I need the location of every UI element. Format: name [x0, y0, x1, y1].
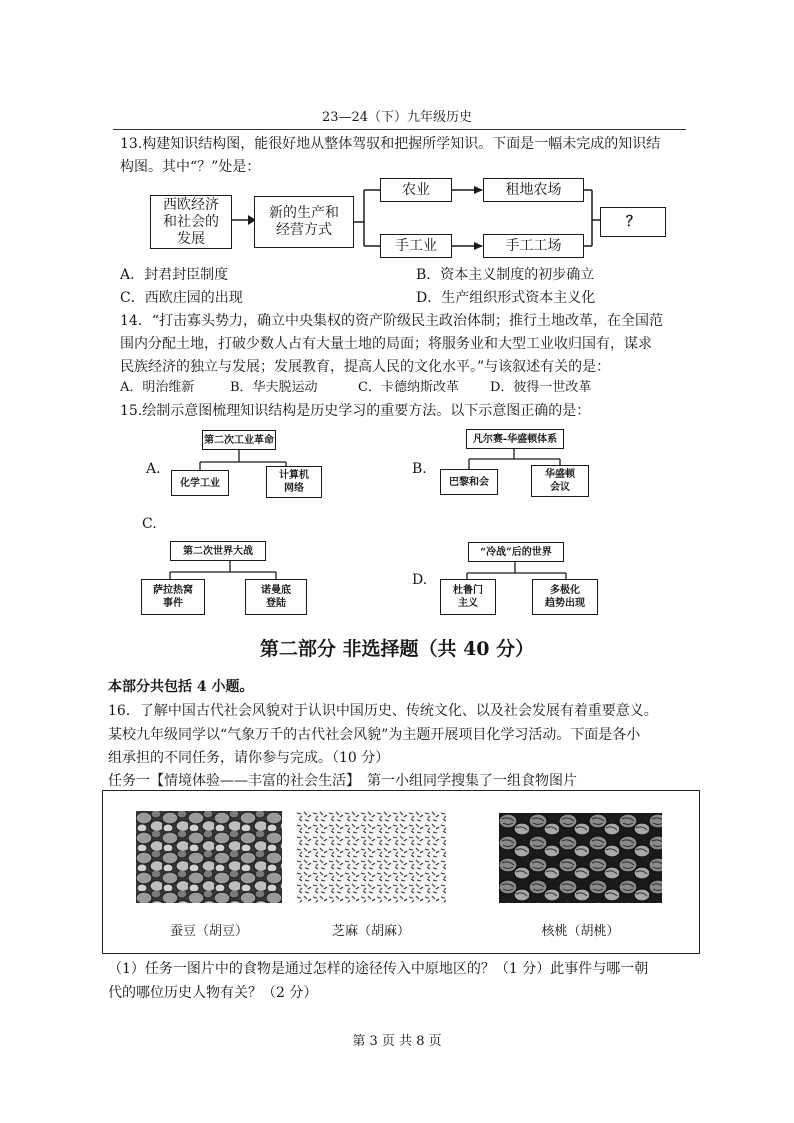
diagram-box-leased-farm: 租地农场	[483, 178, 584, 202]
walnut-caption: 核桃（胡桃）	[541, 924, 620, 939]
diagram-box-new-mode: 新的生产和 经营方式	[254, 196, 354, 248]
diagram-box-agriculture: 农业	[380, 178, 452, 202]
q15-a-left-box: 化学工业	[171, 470, 229, 496]
q15-a-top-box: 第二次工业革命	[202, 430, 276, 450]
q15-d-top-box: “冷战”后的世界	[468, 542, 564, 562]
part2-intro: 本部分共包括 4 小题。	[108, 679, 254, 695]
q14-option-d: D．彼得一世改革	[490, 380, 592, 395]
q15-option-b-label: B.	[412, 461, 427, 477]
q13-stem-line1: 13.构建知识结构图，能很好地从整体驾驭和把握所学知识。下面是一幅未完成的知识结	[120, 136, 661, 152]
part2-title: 第二部分 非选择题（共 40 分）	[259, 638, 535, 660]
q15-a-right-box: 计算机 网络	[266, 466, 322, 498]
q15-c-left-box: 萨拉热窝 事件	[141, 579, 205, 615]
q15-option-a-label: A.	[146, 461, 161, 477]
broad-bean-caption: 蚕豆（胡豆）	[169, 924, 248, 939]
q14-stem-line2: 围内分配土地，打破少数人占有大量土地的局面；将服务业和大型工业收归国有，谋求	[120, 336, 652, 352]
q14-stem-line3: 民族经济的独立与发展；发展教育，提高人民的文化水平。”与该叙述有关的是：	[120, 359, 611, 375]
q16-subquestion1-line2: 代的哪位历史人物有关？（2 分）	[108, 985, 318, 1001]
q16-stem-line1: 16．了解中国古代社会风貌对于认识中国历史、传统文化、以及社会发展有着重要意义。	[108, 703, 658, 719]
diagram-box-workshop: 手工工场	[483, 234, 584, 258]
broad-bean-photo	[136, 811, 282, 903]
q15-c-right-box: 诺曼底 登陆	[245, 579, 307, 615]
q15-stem: 15.绘制示意图梳理知识结构是历史学习的重要方法。以下示意图正确的是：	[120, 403, 591, 419]
q15-d-left-box: 杜鲁门 主义	[440, 579, 496, 615]
walnut-photo	[499, 813, 662, 903]
q15-option-d-label: D.	[412, 572, 428, 588]
q13-stem-line2: 构图。其中“？”处是：	[120, 159, 261, 175]
diagram-box-origin: 西欧经济 和社会的 发展	[150, 195, 232, 249]
q16-stem-line3: 组承担的不同任务，请你参与完成。（10 分）	[108, 750, 390, 766]
sesame-caption: 芝麻（胡麻）	[331, 924, 410, 939]
sesame-photo	[296, 811, 446, 903]
q15-option-c-label: C.	[142, 516, 157, 532]
q16-subquestion1-line1: （1）任务一图片中的食物是通过怎样的途径传入中原地区的？（1 分）此事件与哪一朝	[108, 961, 649, 977]
q14-option-b: B．华夫脱运动	[230, 380, 318, 395]
q16-task1: 任务一【情境体验——丰富的社会生活】 第一小组同学搜集了一组食物图片	[108, 773, 577, 789]
q15-b-right-box: 华盛顿 会议	[531, 465, 589, 497]
q14-option-a: A．明治维新	[120, 380, 195, 395]
q13-option-a: A．封君封臣制度	[120, 267, 229, 283]
q15-b-left-box: 巴黎和会	[440, 469, 498, 495]
q14-stem-line1: 14．“打击寡头势力，确立中央集权的资产阶级民主政治体制；推行土地改革，在全国范	[120, 313, 663, 329]
q13-option-c: C．西欧庄园的出现	[120, 290, 243, 306]
page-header: 23—24（下）九年级历史	[321, 110, 473, 125]
page-number: 第 3 页 共 8 页	[352, 1034, 442, 1049]
q13-option-b: B．资本主义制度的初步确立	[416, 267, 595, 283]
q15-c-top-box: 第二次世界大战	[170, 541, 266, 561]
q15-b-top-box: 凡尔赛-华盛顿体系	[466, 429, 564, 449]
diagram-box-unknown: ？	[600, 207, 666, 237]
q15-d-right-box: 多极化 趋势出现	[532, 579, 598, 615]
q16-stem-line2: 某校九年级同学以“气象万千的古代社会风貌”为主题开展项目化学习活动。下面是各小	[108, 727, 641, 743]
q14-option-c: C．卡德纳斯改革	[358, 380, 459, 395]
q13-option-d: D．生产组织形式资本主义化	[416, 290, 596, 306]
diagram-box-handicraft: 手工业	[380, 234, 452, 258]
